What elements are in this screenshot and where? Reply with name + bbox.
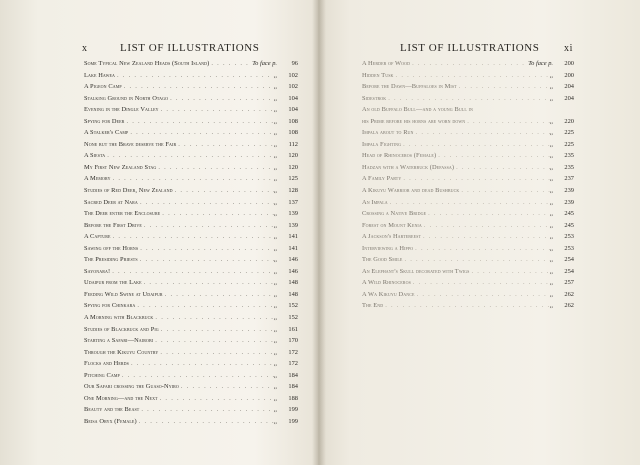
illustration-page: 184	[288, 383, 298, 391]
illustration-entry	[84, 162, 298, 174]
illustration-page: 120	[288, 163, 298, 171]
illustration-entry	[84, 70, 298, 82]
illustration-page: 108	[288, 117, 298, 125]
leader-dots	[111, 173, 274, 185]
illustration-entry	[362, 93, 574, 105]
illustration-entry	[84, 173, 298, 185]
illustration-page: 262	[564, 290, 574, 298]
leader-dots	[105, 150, 274, 162]
illustration-prefix: ,,	[549, 210, 553, 218]
leader-dots	[457, 81, 550, 93]
illustration-title: Some Typical New Zealand Heads (South Island)	[84, 60, 210, 67]
illustration-prefix: ,,	[273, 256, 277, 264]
illustration-title: The Deer enter the Enclosure	[84, 210, 161, 218]
illustration-title: An Elephant's Skull decorated with Twigs	[362, 267, 470, 275]
leader-dots	[410, 58, 528, 70]
illustration-prefix: ,,	[273, 360, 277, 368]
illustration-prefix: To face p.	[252, 60, 277, 67]
illustration-page: 172	[288, 360, 298, 368]
illustration-entry	[84, 127, 298, 139]
illustration-entry	[84, 347, 298, 359]
illustration-entry	[84, 393, 298, 405]
illustration-title: Sacred Deer at Nara	[84, 198, 138, 206]
leader-dots	[142, 220, 274, 232]
leader-dots	[135, 300, 273, 312]
illustration-entry	[84, 185, 298, 197]
leader-dots	[414, 127, 550, 139]
illustration-page: 161	[288, 325, 298, 333]
illustration-entry	[362, 197, 574, 209]
illustration-page: 204	[564, 83, 574, 91]
illustration-page: 170	[288, 337, 298, 345]
illustration-page: 239	[564, 187, 574, 195]
leader-dots	[168, 93, 274, 105]
illustration-title: Studies of Red Deer, New Zealand	[84, 187, 173, 195]
illustration-prefix: ,,	[273, 325, 277, 333]
illustration-page: 254	[564, 267, 574, 275]
illustration-title: Udaipur from the Lake	[84, 279, 142, 287]
leader-dots	[156, 162, 273, 174]
illustration-page: 257	[564, 279, 574, 287]
right-page	[318, 0, 640, 465]
illustration-prefix: ,,	[549, 290, 553, 298]
illustration-entry	[84, 81, 298, 93]
illustration-page: 245	[564, 210, 574, 218]
illustration-entry	[84, 381, 298, 393]
illustration-prefix: ,,	[273, 302, 277, 310]
leader-dots	[153, 312, 273, 324]
illustration-entry	[362, 162, 574, 174]
right-illustration-list	[362, 58, 574, 312]
illustration-entry	[84, 416, 298, 428]
leader-dots	[158, 393, 274, 405]
illustration-page: 112	[288, 140, 298, 148]
illustration-title: Feeding Wild Swine at Udaipur	[84, 290, 163, 298]
illustration-page: 141	[288, 244, 298, 252]
illustration-title: Evening in the Dingle Valley	[84, 106, 159, 114]
illustration-prefix: ,,	[549, 117, 553, 125]
illustration-entry	[84, 116, 298, 128]
leader-dots	[459, 185, 549, 197]
illustration-entry	[362, 58, 574, 70]
illustration-page: 199	[288, 417, 298, 425]
illustration-title: Impala about to Run	[362, 129, 414, 137]
illustration-page: 172	[288, 348, 298, 356]
illustration-entry	[84, 58, 298, 70]
leader-dots	[454, 162, 550, 174]
illustration-title: Sayonara!	[84, 267, 111, 275]
illustration-title: Hadzan with a Waterbuck (Defassa)	[362, 163, 455, 171]
leader-dots	[138, 197, 274, 209]
illustration-page: 225	[564, 140, 574, 148]
illustration-prefix: ,,	[549, 71, 553, 79]
illustration-prefix: ,,	[273, 371, 277, 379]
illustration-entry	[84, 104, 298, 116]
illustration-entry	[362, 150, 574, 162]
illustration-entry	[84, 266, 298, 278]
illustration-entry	[84, 150, 298, 162]
right-page-number: xi	[564, 43, 573, 54]
illustration-title: The Good Smile	[362, 256, 403, 264]
leader-dots	[115, 70, 274, 82]
leader-dots	[401, 139, 550, 151]
illustration-entry	[362, 231, 574, 243]
illustration-page: 104	[288, 94, 298, 102]
leader-dots	[173, 185, 274, 197]
leader-dots	[383, 300, 550, 312]
leader-dots	[124, 116, 273, 128]
illustration-prefix: ,,	[549, 175, 553, 183]
illustration-title: Studies of Blackbuck and Pig	[84, 325, 159, 333]
illustration-page: 102	[288, 71, 298, 79]
illustration-page: 146	[288, 267, 298, 275]
illustration-entry	[84, 358, 298, 370]
right-page-header	[564, 41, 573, 55]
illustration-prefix: ,,	[549, 233, 553, 241]
left-page	[0, 0, 318, 465]
illustration-entry	[362, 289, 574, 301]
illustration-entry	[84, 208, 298, 220]
illustration-prefix: ,,	[273, 117, 277, 125]
leader-dots	[179, 381, 274, 393]
illustration-title: The Presiding Priests	[84, 256, 138, 264]
illustration-entry	[84, 300, 298, 312]
illustration-page: 120	[288, 152, 298, 160]
illustration-prefix: ,,	[273, 221, 277, 229]
illustration-prefix: ,,	[549, 187, 553, 195]
illustration-prefix: ,,	[273, 406, 277, 414]
leader-dots	[159, 104, 274, 116]
left-illustration-list	[84, 58, 298, 428]
illustration-title: Spying for Chinkara	[84, 302, 136, 310]
illustration-entry	[84, 335, 298, 347]
illustration-entry	[84, 312, 298, 324]
leader-dots	[110, 266, 274, 278]
leader-dots	[176, 139, 274, 151]
leader-dots	[436, 150, 550, 162]
illustration-page: 184	[288, 371, 298, 379]
illustration-page: 141	[288, 233, 298, 241]
leader-dots	[128, 127, 273, 139]
illustration-entry	[362, 104, 574, 116]
illustration-entry	[362, 81, 574, 93]
illustration-prefix: ,,	[273, 71, 277, 79]
illustration-entry	[362, 70, 574, 82]
illustration-title: Crossing a Native Bridge	[362, 210, 427, 218]
illustration-page: 139	[288, 221, 298, 229]
illustration-entry	[362, 185, 574, 197]
illustration-title: Forest on Mount Kenia	[362, 221, 422, 229]
illustration-prefix: ,,	[273, 417, 277, 425]
leader-dots	[160, 208, 274, 220]
illustration-page: 128	[288, 187, 298, 195]
leader-dots	[469, 266, 549, 278]
illustration-prefix: ,,	[273, 233, 277, 241]
illustration-title: Before the Dawn—Buffaloes in Mist	[362, 83, 457, 91]
illustration-page: 146	[288, 256, 298, 264]
illustration-prefix: ,,	[273, 175, 277, 183]
illustration-prefix: ,,	[273, 163, 277, 171]
illustration-title: A Herder of Wood	[362, 60, 411, 67]
illustration-title: A Wa Kikuyu Dance	[362, 290, 415, 298]
illustration-page: 102	[288, 83, 298, 91]
right-page-title: LIST OF ILLUSTRATIONS	[400, 42, 540, 54]
illustration-entry	[362, 300, 574, 312]
illustration-prefix: ,,	[273, 140, 277, 148]
illustration-entry	[84, 139, 298, 151]
illustration-title: Lake Hawea	[84, 71, 116, 79]
illustration-page: 96	[291, 60, 298, 67]
illustration-page: 245	[564, 221, 574, 229]
illustration-prefix: ,,	[273, 244, 277, 252]
illustration-entry	[84, 197, 298, 209]
leader-dots	[413, 243, 550, 255]
leader-dots	[421, 231, 550, 243]
illustration-page: 254	[564, 256, 574, 264]
illustration-title: Our Safari crossing the Guaso-Nyiro	[84, 383, 179, 391]
illustration-prefix: ,,	[549, 152, 553, 160]
illustration-title: Interviewing a Hippo	[362, 244, 414, 252]
illustration-title: One Morning—and the Next	[84, 394, 158, 402]
illustration-page: 199	[288, 406, 298, 414]
illustration-title: My First New Zealand Stag	[84, 163, 157, 171]
leader-dots	[142, 277, 274, 289]
illustration-prefix: ,,	[273, 83, 277, 91]
illustration-page: 104	[288, 106, 298, 114]
illustration-title: A Stalker's Camp	[84, 129, 129, 137]
illustration-prefix: ,,	[273, 337, 277, 345]
illustration-title: Pitching Camp	[84, 371, 120, 379]
illustration-page: 262	[564, 302, 574, 310]
leader-dots	[122, 81, 274, 93]
illustration-entry	[84, 220, 298, 232]
illustration-page: 220	[564, 117, 574, 125]
illustration-prefix: ,,	[549, 244, 553, 252]
illustration-title: Impala Fighting	[362, 140, 402, 148]
illustration-title: None but the Brave deserve the Fair	[84, 140, 177, 148]
illustration-title: A Family Party	[362, 175, 402, 183]
leader-dots	[402, 254, 549, 266]
illustration-prefix: ,,	[549, 129, 553, 137]
leader-dots	[401, 173, 549, 185]
illustration-prefix: ,,	[549, 221, 553, 229]
illustration-title: Beisa Oryx (Female)	[84, 417, 137, 425]
illustration-page: 148	[288, 279, 298, 287]
leader-dots	[111, 231, 274, 243]
leader-dots	[120, 370, 274, 382]
illustration-entry	[84, 324, 298, 336]
illustration-prefix: ,,	[273, 187, 277, 195]
illustration-page: 152	[288, 302, 298, 310]
book-gutter	[312, 0, 326, 465]
leader-dots	[411, 277, 550, 289]
illustration-prefix: ,,	[549, 94, 553, 102]
illustration-title: Head of Rhinoceros (Female)	[362, 152, 437, 160]
illustration-prefix: ,,	[273, 383, 277, 391]
leader-dots	[129, 358, 274, 370]
illustration-entry	[362, 277, 574, 289]
leader-dots	[426, 208, 550, 220]
illustration-title: A Morning with Blackbuck	[84, 314, 154, 322]
illustration-title: A Pigeon Camp	[84, 83, 122, 91]
left-page-header	[82, 41, 88, 55]
illustration-entry	[362, 243, 574, 255]
illustration-page: 148	[288, 290, 298, 298]
illustration-prefix: ,,	[273, 394, 277, 402]
illustration-entry	[362, 173, 574, 185]
illustration-entry	[362, 116, 574, 128]
illustration-prefix: ,,	[549, 83, 553, 91]
leader-dots	[138, 254, 274, 266]
left-page-title: LIST OF ILLUSTRATIONS	[120, 42, 260, 54]
illustration-title: An Impala	[362, 198, 388, 206]
illustration-prefix: ,,	[273, 129, 277, 137]
illustration-title: Flocks and Herds	[84, 360, 129, 368]
leader-dots	[153, 335, 274, 347]
illustration-page: 108	[288, 129, 298, 137]
illustration-page: 237	[564, 175, 574, 183]
illustration-prefix: ,,	[273, 210, 277, 218]
illustration-page: 235	[564, 163, 574, 171]
leader-dots	[138, 243, 274, 255]
illustration-entry	[362, 220, 574, 232]
illustration-title: Sidestrok	[362, 94, 387, 102]
leader-dots	[163, 289, 274, 301]
illustration-entry	[362, 127, 574, 139]
illustration-page: 253	[564, 244, 574, 252]
illustration-title: A Capture	[84, 233, 111, 241]
illustration-page: 139	[288, 210, 298, 218]
illustration-prefix: ,,	[273, 94, 277, 102]
illustration-title: A Jackson's Hartebeest	[362, 233, 422, 241]
illustration-entry	[84, 254, 298, 266]
illustration-title: A Siesta	[84, 152, 106, 160]
left-page-number: x	[82, 43, 88, 54]
illustration-entry	[84, 277, 298, 289]
illustration-prefix: ,,	[273, 198, 277, 206]
illustration-title: A Kikuyu Warrior and dead Bushbuck	[362, 187, 460, 195]
illustration-page: 253	[564, 233, 574, 241]
leader-dots	[159, 324, 274, 336]
leader-dots	[158, 347, 273, 359]
leader-dots	[137, 416, 274, 428]
illustration-page: 204	[564, 94, 574, 102]
illustration-page: 137	[288, 198, 298, 206]
illustration-title: Starting a Safari—Nairobi	[84, 337, 154, 345]
illustration-entry	[362, 266, 574, 278]
illustration-page: 239	[564, 198, 574, 206]
illustration-prefix: To face p.	[528, 60, 553, 67]
illustration-entry	[362, 254, 574, 266]
illustration-entry	[84, 93, 298, 105]
illustration-entry	[84, 370, 298, 382]
leader-dots	[209, 58, 252, 70]
illustration-prefix: ,,	[549, 302, 553, 310]
leader-dots	[422, 220, 550, 232]
illustration-page: 152	[288, 314, 298, 322]
illustration-entry	[84, 289, 298, 301]
illustration-prefix: ,,	[549, 267, 553, 275]
illustration-title: his Prime before his horns are worn down	[362, 117, 466, 125]
leader-dots	[388, 197, 550, 209]
illustration-prefix: ,,	[273, 348, 277, 356]
illustration-title: An old Buffalo Bull—and a young Bull in	[362, 106, 474, 114]
illustration-prefix: ,,	[273, 152, 277, 160]
illustration-title: Hidden Tusk	[362, 71, 394, 79]
illustration-page: 200	[564, 71, 574, 79]
illustration-page: 188	[288, 394, 298, 402]
leader-dots	[394, 70, 550, 82]
illustration-title: The End	[362, 302, 384, 310]
illustration-entry	[362, 208, 574, 220]
illustration-entry	[84, 243, 298, 255]
illustration-title: Sawing off the Horns	[84, 244, 139, 252]
illustration-prefix: ,,	[273, 279, 277, 287]
illustration-entry	[84, 404, 298, 416]
illustration-prefix: ,,	[549, 256, 553, 264]
illustration-page: 225	[564, 129, 574, 137]
illustration-title: Before the First Drive	[84, 221, 142, 229]
illustration-prefix: ,,	[549, 198, 553, 206]
illustration-title: Through the Kikuyu Country	[84, 348, 159, 356]
illustration-prefix: ,,	[273, 314, 277, 322]
illustration-prefix: ,,	[549, 279, 553, 287]
leader-dots	[139, 404, 273, 416]
illustration-entry	[84, 231, 298, 243]
illustration-title: Spying for Deer	[84, 117, 125, 125]
illustration-title: Stalking Ground in North Otago	[84, 94, 169, 102]
illustration-prefix: ,,	[273, 290, 277, 298]
illustration-page: 125	[288, 175, 298, 183]
illustration-entry	[362, 139, 574, 151]
illustration-title: A Memory	[84, 175, 111, 183]
illustration-title: Beauty and the Beast	[84, 406, 140, 414]
illustration-title: A Wild Rhinoceros	[362, 279, 411, 287]
leader-dots	[415, 289, 550, 301]
illustration-page: 235	[564, 152, 574, 160]
leader-dots	[465, 116, 550, 128]
illustration-prefix: ,,	[273, 106, 277, 114]
leader-dots	[386, 93, 550, 105]
illustration-prefix: ,,	[273, 267, 277, 275]
illustration-page: 200	[564, 60, 574, 67]
illustration-prefix: ,,	[549, 140, 553, 148]
illustration-prefix: ,,	[549, 163, 553, 171]
